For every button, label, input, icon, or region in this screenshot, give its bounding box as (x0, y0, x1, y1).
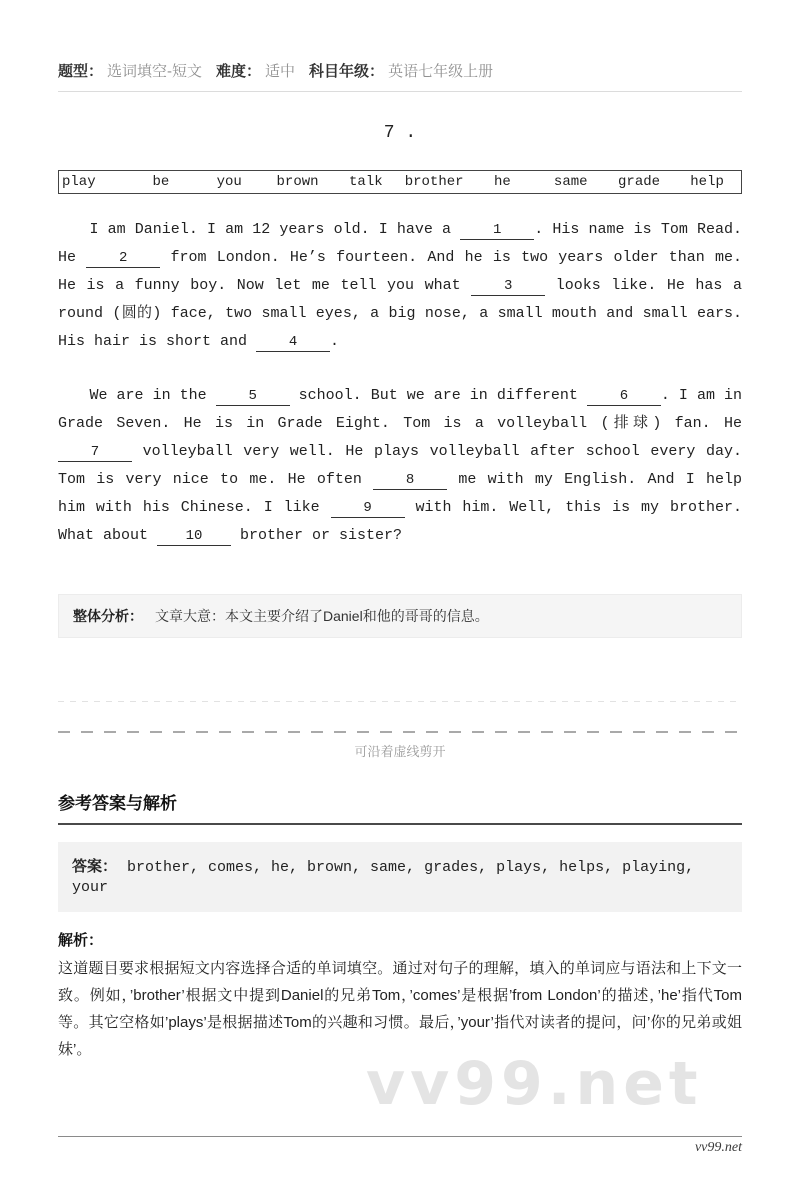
cut-line-dark (58, 731, 742, 733)
explanation-text: 这道题目要求根据短文内容选择合适的单词填空。通过对句子的理解，填入的单词应与语法和上下文一致。例如，’brother’根据文中提到Daniel的兄弟Tom，’comes’是根据’from London’的描述，’he’指代Tom等。其它空格如’plays’是根据描述Tom的兴趣和习惯。最后，’your’指代对读者的提问，问’你的兄弟或姐妹’。 (58, 960, 742, 1058)
question-number-title: 7 . (383, 123, 417, 143)
meta-field-label: 难度： (216, 63, 262, 80)
meta-field-label: 科目年级： (309, 63, 385, 80)
header-divider (58, 91, 742, 92)
worksheet-page (0, 63, 800, 1194)
overall-analysis-label: 整体分析： (73, 608, 143, 624)
page-content (0, 63, 800, 1063)
meta-fields (58, 63, 742, 80)
overall-analysis-box (58, 594, 742, 638)
passage-paragraph: We are in the 5 school. But we are in different 6 . I am in Grade Seven. He is in Grade Eight. Tom is a volleyball (排球) fan. He 7 volleyball very well. He plays volleyball after school every day. Tom is very nice to me. He often 8 me with my English. And I help him with his Chinese. I like 9 with him. Well, this is my brother. What about 10 brother or sister? (58, 387, 742, 544)
explanation-label: 解析： (58, 932, 104, 949)
word-bank-table (58, 170, 742, 194)
blank-4: 4 (256, 334, 330, 352)
passage (58, 216, 742, 550)
blank-9: 9 (331, 500, 405, 518)
word-bank-word: grade (618, 174, 661, 190)
answer-box (58, 842, 742, 912)
word-bank-word: be (152, 174, 170, 190)
blank-7: 7 (58, 444, 132, 462)
meta-field (58, 63, 202, 80)
word-bank-row (59, 171, 742, 194)
cut-line-light (58, 701, 742, 702)
blank-10: 10 (157, 528, 231, 546)
word-bank-word: help (690, 174, 724, 190)
word-bank-word: you (216, 174, 242, 190)
word-bank-word: play (62, 174, 96, 190)
meta-field-label: 题型： (58, 63, 104, 80)
footer-site-name: vv99.net (694, 1140, 742, 1155)
meta-field-value: 选词填空-短文 (107, 63, 203, 80)
blank-1: 1 (460, 222, 534, 240)
blank-3: 3 (471, 278, 545, 296)
blank-2: 2 (86, 250, 160, 268)
cut-note: 可沿着虚线剪开 (354, 744, 446, 759)
word-bank-word: brown (276, 174, 319, 190)
page-footer (58, 1136, 742, 1156)
answer-section-divider (58, 823, 742, 825)
blank-6: 6 (587, 388, 661, 406)
blank-8: 8 (373, 472, 447, 490)
answer-values: brother, comes, he, brown, same, grades, plays, helps, playing, your (72, 859, 695, 896)
meta-field (216, 63, 295, 80)
word-bank-word: he (494, 174, 511, 190)
meta-field-value: 适中 (265, 63, 296, 80)
answer-section-heading: 参考答案与解析 (58, 794, 177, 813)
word-bank-word: talk (349, 174, 383, 190)
meta-field (309, 63, 493, 80)
blank-5: 5 (216, 388, 290, 406)
overall-analysis-text: 文章大意：本文主要介绍了Daniel和他的哥哥的信息。 (155, 608, 489, 624)
word-bank-word: brother (404, 174, 464, 190)
answer-label: 答案： (72, 858, 118, 875)
watermark: vv99.net (366, 1049, 703, 1119)
meta-field-value: 英语七年级上册 (388, 63, 494, 80)
passage-paragraph: I am Daniel. I am 12 years old. I have a 1 . His name is Tom Read. He 2 from London. He’s fourteen. And he is two years older than me. He is a funny boy. Now let me tell you what 3 looks like. He has a round (圆的) face, two small eyes, a big nose, a small mouth and small ears. His hair is short and 4 . (58, 221, 742, 350)
word-bank-word: same (553, 174, 588, 190)
